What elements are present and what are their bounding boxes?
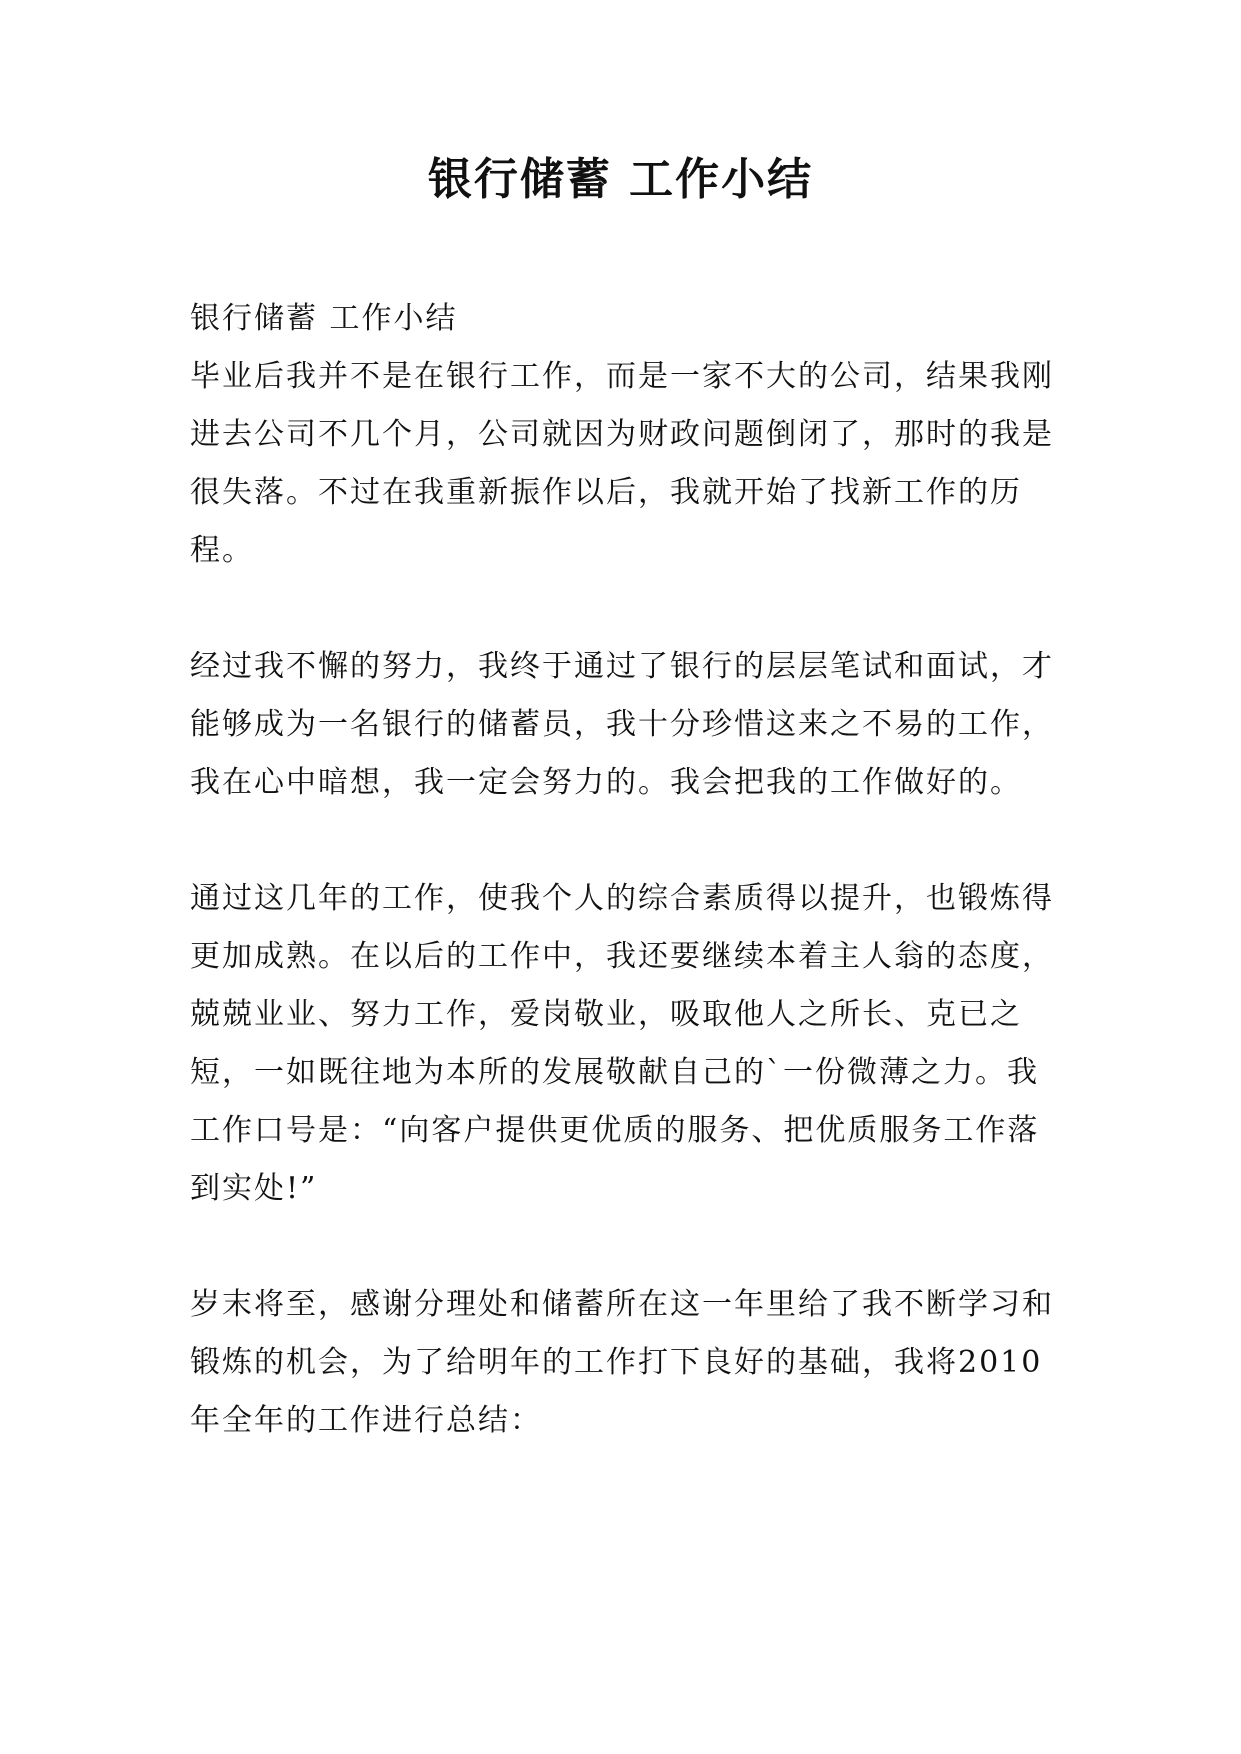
paragraph-1: 毕业后我并不是在银行工作，而是一家不大的公司，结果我刚进去公司不几个月，公司就因为财政问题倒闭了，那时的我是很失落。不过在我重新振作以后，我就开始了找新工作的历程。: [190, 359, 1054, 568]
document-body: [190, 290, 1070, 1450]
paragraph-3: 通过这几年的工作，使我个人的综合素质得以提升，也锻炼得更加成熟。在以后的工作中，我还要继续本着主人翁的态度，兢兢业业、努力工作，爱岗敬业，吸取他人之所长、克已之短，一如既往地为本所的发展敬献自己的`一份微薄之力。我工作口号是：“向客户提供更优质的服务、把优质服务工作落到实处!”: [190, 881, 1054, 1206]
document-title: 银行储蓄 工作小结: [427, 154, 814, 205]
paragraph-2: 经过我不懈的努力，我终于通过了银行的层层笔试和面试，才能够成为一名银行的储蓄员，我十分珍惜这来之不易的工作，我在心中暗想，我一定会努力的。我会把我的工作做好的。: [190, 649, 1054, 800]
document-subtitle: 银行储蓄 工作小结: [190, 301, 458, 336]
paragraph-4: 岁末将至，感谢分理处和储蓄所在这一年里给了我不断学习和锻炼的机会，为了给明年的工作打下良好的基础，我将2010 年全年的工作进行总结：: [190, 1287, 1054, 1438]
